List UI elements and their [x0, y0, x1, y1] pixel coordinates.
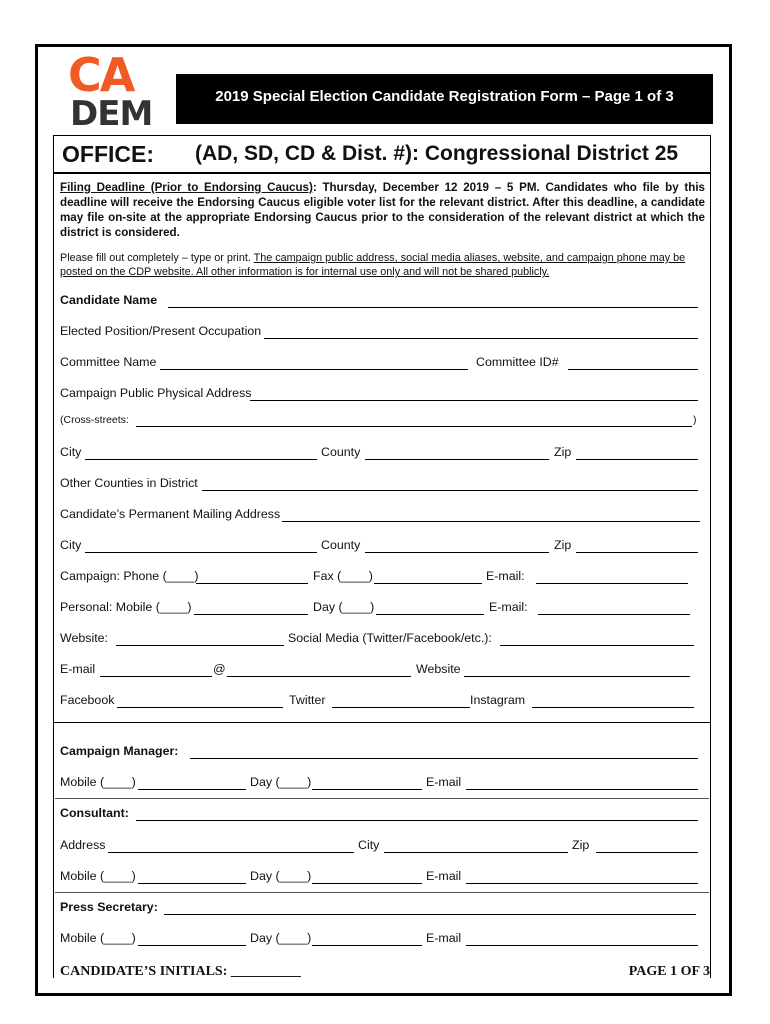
mailing-address-input[interactable] — [282, 507, 700, 522]
logo-ca: CA — [68, 48, 134, 102]
note-plain: Please fill out completely – type or print. — [60, 252, 254, 264]
twitter-input[interactable] — [332, 693, 470, 708]
row-campaign-address — [60, 386, 700, 404]
campaign-email-input[interactable] — [536, 569, 688, 584]
press-email-label: E-mail — [426, 931, 462, 945]
row-campaign-manager — [60, 744, 700, 762]
press-mobile-input[interactable] — [138, 931, 246, 946]
deadline-label: Filing Deadline (Prior to Endorsing Caucus) — [60, 181, 313, 194]
mail-city-input[interactable] — [85, 538, 317, 553]
row-consultant — [60, 806, 700, 824]
email-user-input[interactable] — [100, 662, 212, 677]
consultant-day-input[interactable] — [312, 869, 422, 884]
personal-mobile-label: Personal: Mobile (____) — [60, 600, 192, 614]
campaign-manager-input[interactable] — [190, 744, 698, 759]
cross-streets-close: ) — [693, 414, 697, 426]
committee-id-input[interactable] — [568, 355, 698, 370]
consultant-zip-label: Zip — [572, 838, 590, 852]
website-input[interactable] — [116, 631, 284, 646]
mail-county-input[interactable] — [365, 538, 549, 553]
manager-day-input[interactable] — [312, 775, 422, 790]
cadem-logo — [68, 48, 158, 134]
mail-county-label: County — [321, 538, 361, 552]
manager-day-label: Day (____) — [250, 775, 312, 789]
personal-email-label: E-mail: — [489, 600, 528, 614]
header-banner — [176, 74, 713, 124]
social-media-input[interactable] — [500, 631, 694, 646]
twitter-label: Twitter — [289, 693, 326, 707]
press-secretary-input[interactable] — [164, 900, 696, 915]
campaign-phone-input[interactable] — [196, 569, 308, 584]
consultant-input[interactable] — [136, 806, 698, 821]
consultant-city-label: City — [358, 838, 380, 852]
consultant-email-input[interactable] — [466, 869, 698, 884]
consultant-label: Consultant: — [60, 806, 129, 820]
row-press-contact — [60, 931, 700, 949]
elected-position-input[interactable] — [264, 324, 698, 339]
row-campaign-contact — [60, 569, 700, 587]
county-input[interactable] — [365, 445, 549, 460]
press-mobile-label: Mobile (____) — [60, 931, 136, 945]
press-secretary-label: Press Secretary: — [60, 900, 158, 914]
office-label: OFFICE: — [62, 141, 154, 167]
consultant-email-label: E-mail — [426, 869, 462, 883]
personal-email-input[interactable] — [538, 600, 690, 615]
consultant-city-input[interactable] — [384, 838, 568, 853]
manager-mobile-input[interactable] — [138, 775, 246, 790]
press-email-input[interactable] — [466, 931, 698, 946]
other-counties-input[interactable] — [202, 476, 698, 491]
candidate-initials: CANDIDATE’S INITIALS: __________ — [60, 964, 301, 979]
committee-id-label: Committee ID# — [476, 355, 559, 369]
row-mailing-address — [60, 507, 700, 525]
consultant-mobile-input[interactable] — [138, 869, 246, 884]
facebook-label: Facebook — [60, 693, 115, 707]
email-domain-input[interactable] — [227, 662, 411, 677]
instagram-input[interactable] — [532, 693, 694, 708]
row-consultant-contact — [60, 869, 700, 887]
row-elected-position — [60, 324, 700, 342]
fax-label: Fax (____) — [313, 569, 373, 583]
mailing-address-label: Candidate’s Permanent Mailing Address — [60, 507, 281, 521]
note-underlined: The campaign public address, social media aliases, website, and campaign phone may be posted on the CDP website. All other information is for internal use only and will not be shared publicly. — [60, 252, 686, 278]
office-value: (AD, SD, CD & Dist. #): Congressional District 25 — [195, 142, 679, 165]
row-personal-contact — [60, 600, 700, 618]
consultant-mobile-label: Mobile (____) — [60, 869, 136, 883]
row-committee — [60, 355, 700, 373]
row-manager-contact — [60, 775, 700, 793]
other-counties-label: Other Counties in District — [60, 476, 198, 490]
consultant-day-label: Day (____) — [250, 869, 312, 883]
social-media-label: Social Media (Twitter/Facebook/etc.): — [288, 631, 492, 645]
instructions-note — [60, 251, 705, 279]
mail-zip-input[interactable] — [576, 538, 698, 553]
logo-dem: DEM — [70, 94, 153, 134]
divider-2 — [55, 892, 709, 893]
row-consultant-address — [60, 838, 700, 856]
instagram-label: Instagram — [470, 693, 526, 707]
candidate-name-input[interactable] — [168, 293, 698, 308]
campaign-phone-label: Campaign: Phone (____) — [60, 569, 199, 583]
row-press-secretary — [60, 900, 700, 918]
cross-streets-label: (Cross-streets: — [60, 414, 129, 426]
page-number: PAGE 1 OF 3 — [628, 964, 710, 979]
committee-name-label: Committee Name — [60, 355, 157, 369]
personal-mobile-input[interactable] — [194, 600, 308, 615]
manager-email-input[interactable] — [466, 775, 698, 790]
zip-input[interactable] — [576, 445, 698, 460]
elected-position-label: Elected Position/Present Occupation — [60, 324, 262, 338]
press-day-input[interactable] — [312, 931, 422, 946]
row-website-social — [60, 631, 700, 649]
manager-mobile-label: Mobile (____) — [60, 775, 136, 789]
consultant-zip-input[interactable] — [596, 838, 698, 853]
website2-label: Website — [416, 662, 461, 676]
zip-label: Zip — [554, 445, 572, 459]
row-email-website — [60, 662, 700, 680]
row-cross-streets — [60, 414, 700, 432]
row-mail-city-county-zip — [60, 538, 700, 556]
press-day-label: Day (____) — [250, 931, 312, 945]
at-sign: @ — [213, 662, 226, 676]
campaign-address-input[interactable] — [250, 386, 698, 401]
row-city-county-zip — [60, 445, 700, 463]
cross-streets-input[interactable] — [136, 414, 692, 427]
website2-input[interactable] — [464, 662, 690, 677]
candidate-name-label: Candidate Name — [60, 293, 158, 307]
personal-day-input[interactable] — [376, 600, 484, 615]
filing-deadline — [60, 180, 705, 240]
city-input[interactable] — [85, 445, 317, 460]
row-other-counties — [60, 476, 700, 494]
deadline-text: : Thursday, December 12 2019 – 5 PM. Candidates who file by this deadline will receive the Endorsing Caucus eligible voter list for the relevant district. After this deadline, a candidate may file on-site at the appropriate Endorsing Caucus prior to the consideration of the relevant district at which the district is considered. — [60, 181, 706, 239]
county-label: County — [321, 445, 361, 459]
campaign-address-label: Campaign Public Physical Address — [60, 386, 252, 400]
city-label: City — [60, 445, 82, 459]
divider-1 — [55, 798, 709, 799]
personal-day-label: Day (____) — [313, 600, 375, 614]
manager-email-label: E-mail — [426, 775, 462, 789]
website-label: Website: — [60, 631, 108, 645]
office-box — [53, 135, 711, 173]
form-title: 2019 Special Election Candidate Registration Form – Page 1 of 3 — [215, 88, 674, 105]
committee-name-input[interactable] — [160, 355, 468, 370]
mail-zip-label: Zip — [554, 538, 572, 552]
facebook-input[interactable] — [117, 693, 283, 708]
row-social-handles — [60, 693, 700, 711]
row-candidate-name — [60, 293, 700, 311]
fax-input[interactable] — [374, 569, 482, 584]
consultant-address-label: Address — [60, 838, 106, 852]
consultant-address-input[interactable] — [108, 838, 354, 853]
mail-city-label: City — [60, 538, 82, 552]
email-label: E-mail — [60, 662, 96, 676]
campaign-manager-label: Campaign Manager: — [60, 744, 179, 758]
campaign-email-label: E-mail: — [486, 569, 525, 583]
